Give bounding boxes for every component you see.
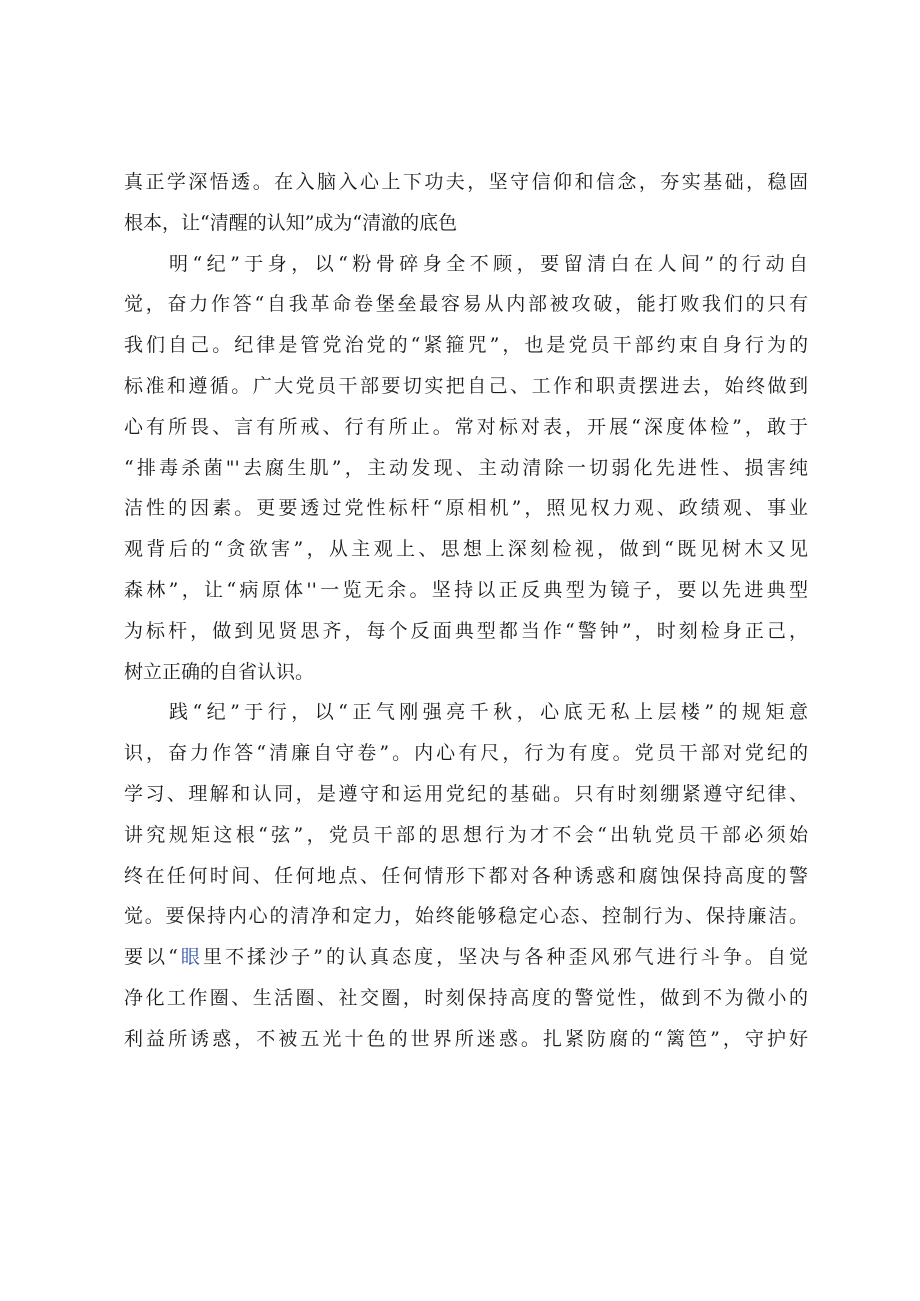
paragraph-1-line-2: 根本，让“清醒的认知”成为“清澈的底色 <box>124 211 458 234</box>
paragraph-2-line-6: “排毒杀菌"'去腐生肌”，主动发现、主动清除一切弱化先进性、损害纯 <box>124 456 808 479</box>
paragraph-3-line-3: 学习、理解和认同，是遵守和运用党纪的基础。只有时刻绷紧遵守纪律、 <box>124 782 808 805</box>
paragraph-3-line-7 <box>124 937 808 978</box>
paragraph-2-line-10: 为标杆，做到见贤思齐，每个反面典型都当作“警钟”，时刻检身正己， <box>124 619 808 642</box>
paragraph-2-line-5: 心有所畏、言有所戒、行有所止。常对标对表，开展“深度体检”，敢于 <box>124 415 808 438</box>
paragraph-2-line-11: 树立正确的自省认识。 <box>124 660 315 683</box>
paragraph-3-line-1: 践“纪”于行，以“正气刚强亮千秋，心底无私上层楼”的规矩意 <box>169 701 808 724</box>
paragraph-3-line-6: 觉。要保持内心的清净和定力，始终能够稳定心态、控制行为、保持廉洁。 <box>124 905 808 928</box>
paragraph-3-line-7-suffix: 里不揉沙子”的认真态度，坚决与各种歪风邪气进行斗争。自觉 <box>202 946 808 969</box>
paragraph-2-line-2: 觉，奋力作答“自我革命卷堡垒最容易从内部被攻破，能打败我们的只有 <box>124 293 808 316</box>
paragraph-1-line-1: 真正学深悟透。在入脑入心上下功夫，坚守信仰和信念，夯实基础，稳固 <box>124 171 808 193</box>
paragraph-2-line-8: 观背后的“贪欲害”，从主观上、思想上深刻检视，做到“既见树木又见 <box>124 538 808 561</box>
highlighted-character: 眼 <box>177 946 203 969</box>
paragraph-2-line-1: 明“纪”于身，以“粉骨碎身全不顾，要留清白在人间”的行动自 <box>169 252 808 275</box>
paragraph-3-line-4: 讲究规矩这根“弦”，党员干部的思想行为才不会“出轨党员干部必须始 <box>124 823 808 846</box>
paragraph-3-line-2: 识，奋力作答“清廉自守卷”。内心有尺，行为有度。党员干部对党纪的 <box>124 742 808 765</box>
document-body <box>124 162 808 1060</box>
paragraph-3-line-8: 净化工作圈、生活圈、社交圈，时刻保持高度的警觉性，做到不为微小的 <box>124 986 808 1009</box>
paragraph-3-line-9: 利益所诱惑，不被五光十色的世界所迷惑。扎紧防腐的“篱笆”，守护好 <box>124 1027 808 1050</box>
paragraph-2-line-9: 森林”，让“病原体''一览无余。坚持以正反典型为镜子，要以先进典型 <box>124 578 808 601</box>
paragraph-3-line-5: 终在任何时间、任何地点、任何情形下都对各种诱惑和腐蚀保持高度的警 <box>124 864 808 887</box>
paragraph-2-line-4: 标准和遵循。广大党员干部要切实把自己、工作和职责摆进去，始终做到 <box>124 374 808 397</box>
paragraph-2-line-3: 我们自己。纪律是管党治党的“紧箍咒”，也是党员干部约束自身行为的 <box>124 334 808 357</box>
paragraph-3-line-7-prefix: 要以“ <box>124 946 178 969</box>
paragraph-2-line-7: 洁性的因素。更要透过党性标杆“原相机”，照见权力观、政绩观、事业 <box>124 497 808 520</box>
